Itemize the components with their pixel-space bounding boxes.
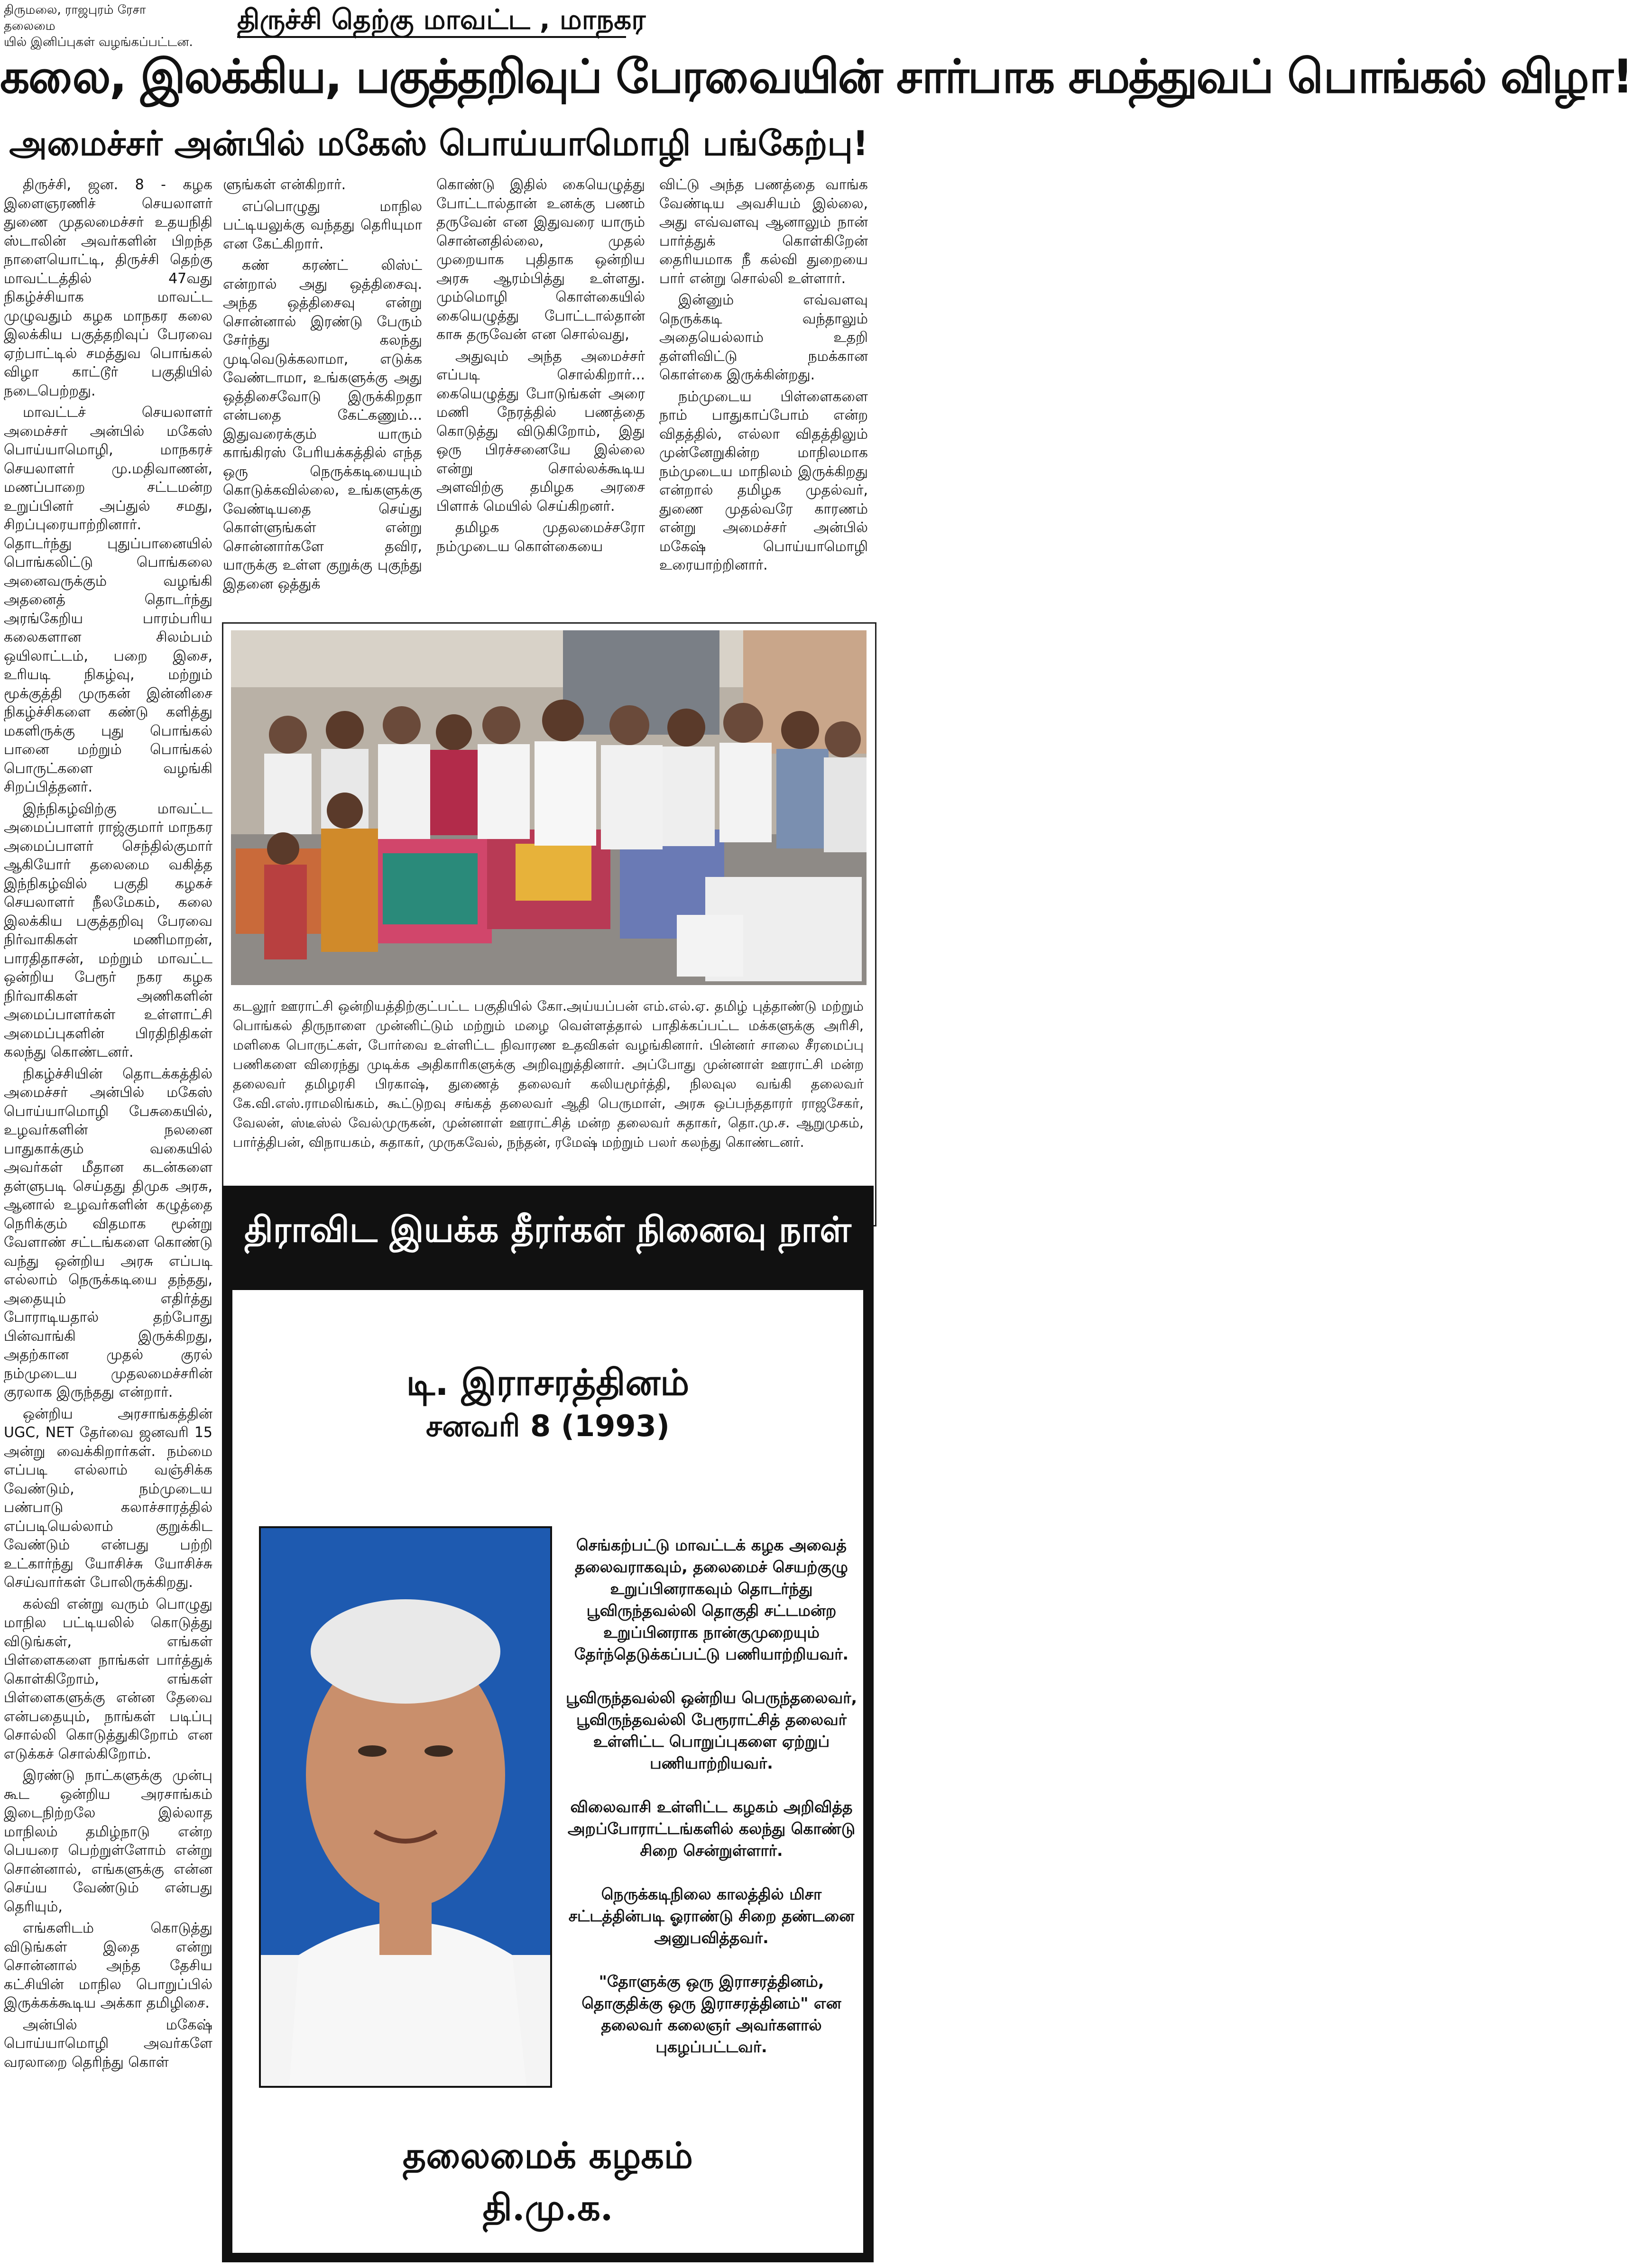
portrait-rajarathinam-icon	[261, 1528, 550, 2086]
article-paragraph: திருச்சி, ஜன. 8 - கழக இளைஞரணிச் செயலாளர் துணை முதலமைச்சர் உதயநிதி ஸ்டாலின் அவர்களின் பிறந்த நாளையொட்டி, திருச்சி தெற்கு மாவட்டத்தில் 47வது நிகழ்ச்சியாக மாவட்ட முழுவதும் கழக மாநகர கலை இலக்கிய பகுத்தறிவுப் பேரவை ஏற்பாட்டில் சமத்துவ பொங்கல் விழா காட்டூர் பகுதியில் நடைபெற்றது.	[4, 176, 212, 399]
section-underline	[237, 36, 626, 38]
subheadline: அமைச்சர் அன்பில் மகேஸ் பொய்யாமொழி பங்கேற்பு!	[9, 123, 868, 163]
article-paragraph: எப்பொழுது மாநில பட்டியலுக்கு வந்தது தெரியுமா என கேட்கிறார்.	[223, 198, 422, 252]
memorial-inner	[232, 1290, 863, 2253]
photo-caption: கடலூர் ஊராட்சி ஒன்றியத்திற்குட்பட்ட பகுதியில் கோ.அய்யப்பன் எம்.எல்.ஏ. தமிழ் புத்தாண்டு மற்றும் பொங்கல் திருநாளை முன்னிட்டும் மற்றும் மழை வெள்ளத்தால் பாதிக்கப்பட்ட மக்களுக்கு அரிசி, மளிகை பொருட்கள், போர்வை உள்ளிட்ட நிவாரண உதவிகள் வழங்கினார். பின்னர் சாலை சீரமைப்பு பணிகளை விரைந்து முடிக்க அதிகாரிகளுக்கு அறிவுறுத்தினார். அப்போது முன்னாள் ஊராட்சி மன்ற தலைவர் தமிழரசி பிரகாஷ், துணைத் தலைவர் கலியமூர்த்தி, நிலவுல வங்கி தலைவர் கே.வி.எஸ்.ராமலிங்கம், கூட்டுறவு சங்கத் தலைவர் ஆதி பெருமாள், அரசு ஒப்பந்ததாரர் ராஜசேகர், வேலன், ஸ்டீஸ்ல் வேல்முருகன், முன்னாள் ஊராட்சித் மன்ற தலைவர் சுதாகர், தொ.மு.ச. ஆறுமுகம், பார்த்திபன், விநாயகம், சுதாகர், முருகவேல், நந்தன், ரமேஷ் மற்றும் பலர் கலந்து கொண்டனர்.	[233, 998, 864, 1150]
bio-paragraph: விலைவாசி உள்ளிட்ட கழகம் அறிவித்த அறப்போராட்டங்களில் கலந்து கொண்டு சிறை சென்றுள்ளார்.	[567, 1798, 856, 1860]
top-strip	[0, 0, 877, 49]
memorial-footer-line1: தலைமைக் கழகம்	[402, 2134, 693, 2176]
article-paragraph: அதுவும் அந்த அமைச்சர் எப்படி சொல்கிறார்... கையெழுத்து போடுங்கள் அரை மணி நேரத்தில் பணத்தை கொடுத்து விடுகிறோம், இது ஒரு பிரச்சனையே இல்லை என்று சொல்லக்கூடிய அளவிற்கு தமிழக அரசை பிளாக் மெயில் செய்கிறனர்.	[436, 348, 645, 515]
article-paragraph: கல்வி என்று வரும் பொழுது மாநில பட்டியலில் கொடுத்து விடுங்கள், எங்கள் பிள்ளைகளை நாங்கள் பார்த்துக் கொள்கிறோம், எங்கள் பிள்ளைகளுக்கு என்ன தேவை என்பதையும், நாங்கள் படிப்பு சொல்லி கொடுத்துகிறோம் என எடுக்கச் சொல்கிறோம்.	[4, 1595, 212, 1762]
article-column-4	[659, 175, 868, 578]
article-paragraph: தமிழக முதலமைச்சரோ நம்முடைய கொள்கையை	[436, 519, 645, 555]
article-paragraph: இந்நிகழ்விற்கு மாவட்ட அமைப்பாளர் ராஜ்குமார் மாநகர அமைப்பாளர் செந்தில்குமார் ஆகியோர் தலைமை வகித்த இந்நிகழ்வில் பகுதி கழகச் செயலாளர் நீலமேகம், கலை இலக்கிய பகுத்தறிவு பேரவை நிர்வாகிகள் மணிமாறன், பாரதிதாசன், மற்றும் மாவட்ட ஒன்றிய பேரூர் நகர கழக நிர்வாகிகள் அணிகளின் அமைப்பாளர்கள் உள்ளாட்சி அமைப்புகளின் பிரதிநிதிகள் கலந்து கொண்டனர்.	[4, 800, 212, 1060]
memorial-name: டி. இராசரத்தினம்	[406, 1361, 690, 1403]
article-paragraph: நம்முடைய பிள்ளைகளை நாம் பாதுகாப்போம் என்ற விதத்தில், எல்லா விதத்திலும் முன்னேறுகின்ற மாநிலமாக நம்முடைய மாநிலம் இருக்கிறது என்றால் தமிழக முதல்வர், துணை முதல்வரே காரணம் என்று அமைச்சர் அன்பில் மகேஷ் பொய்யாமொழி உரையாற்றினார்.	[659, 388, 868, 573]
bio-paragraph: நெருக்கடிநிலை காலத்தில் மிசா சட்டத்தின்படி ஓராண்டு சிறை தண்டனை அனுபவித்தவர்.	[568, 1885, 855, 1947]
memorial-bio	[564, 1534, 858, 2080]
memorial-date: சனவரி 8 (1993)	[426, 1409, 670, 1443]
photo-pongal-relief-distribution-icon	[231, 630, 867, 985]
article-column-3	[436, 175, 645, 559]
article-column-1	[4, 175, 212, 2074]
article-paragraph: கண் கரண்ட் லிஸ்ட் என்றால் அது ஒத்திசைவு. அந்த ஒத்திசைவு என்று சொன்னால் இரண்டு பேரும் சேர்ந்து கலந்து முடிவெடுக்கலாமா, எடுக்க வேண்டாமா, உங்களுக்கு அது ஒத்திசைவோடு இருக்கிறதா என்பதை கேட்கணும்... இதுவரைக்கும் யாரும் காங்கிரஸ் பேரியக்கத்தில் எந்த ஒரு நெருக்கடியையும் கொடுக்கவில்லை, உங்களுக்கு வேண்டியதை செய்து கொள்ளுங்கள் என்று சொன்னார்களே தவிர, யாருக்கு உள்ள குறுக்கு புகுந்து இதனை ஒத்துக்	[223, 257, 422, 592]
event-photo	[231, 630, 867, 985]
article-paragraph: நிகழ்ச்சியின் தொடக்கத்தில் அமைச்சர் அன்பில் மகேஸ் பொய்யாமொழி பேசுகையில், உழவர்களின் நலனை பாதுகாக்கும் வகையில் அவர்கள் மீதான கடன்களை தள்ளுபடி செய்தது திமுக அரசு, ஆனால் உழவர்களின் கழுத்தை நெரிக்கும் விதமாக மூன்று வேளாண் சட்டங்களை கொண்டு வந்து ஒன்றிய அரசு எப்படி எல்லாம் நெருக்கடியை தந்தது, அதையும் எதிர்த்து போராடியதால் தற்போது பின்வாங்கி இருக்கிறது, அதற்கான முதல் குரல் நம்முடைய முதலமைச்சரின் குரலாக இருந்தது என்றார்.	[4, 1065, 212, 1401]
section-label-wrap	[237, 3, 664, 36]
memorial-title: திராவிட இயக்க தீரர்கள் நினைவு நாள்	[244, 1209, 851, 1250]
top-left-note: திருமலை, ராஜபுரம் ரேசா தலைமை யில் இனிப்புகள் வழங்கப்பட்டன.	[4, 3, 193, 49]
article-paragraph: விட்டு அந்த பணத்தை வாங்க வேண்டிய அவசியம் இல்லை, அது எவ்வளவு ஆனாலும் நான் பார்த்துக் கொள்கிறேன் தைரியமாக நீ கல்வி துறையை பார் என்று சொல்லி உள்ளார்.	[659, 176, 868, 287]
article-paragraph: எங்களிடம் கொடுத்து விடுங்கள் இதை என்று சொன்னால் அந்த தேசிய கட்சியின் மாநில பொறுப்பில் இருக்கக்கூடிய அக்கா தமிழிசை.	[4, 1920, 212, 2011]
article-paragraph: இன்னும் எவ்வளவு நெருக்கடி வந்தாலும் அதையெல்லாம் உதறி தள்ளிவிட்டு நமக்கான கொள்கை இருக்கின்றது.	[659, 292, 868, 383]
memorial-panel	[222, 1186, 874, 2262]
article-column-2	[223, 175, 422, 596]
article-paragraph: மாவட்டச் செயலாளர் அமைச்சர் அன்பில் மகேஸ் பொய்யாமொழி, மாநகரச் செயலாளர் மு.மதிவாணன், மணப்பாறை சட்டமன்ற உறுப்பினர் அப்துல் சமது, சிறப்புரையாற்றினார். தொடர்ந்து புதுப்பானையில் பொங்கலிட்டு பொங்கலை அனைவருக்கும் வழங்கி அதனைத் தொடர்ந்து அரங்கேறிய பாரம்பரிய கலைகளான சிலம்பம் ஒயிலாட்டம், பறை இசை, உரியடி நிகழ்வு, மற்றும் மூக்குத்தி முருகன் இன்னிசை நிகழ்ச்சிகளை கண்டு களித்து மகளிருக்கு புது பொங்கல் பானை மற்றும் பொங்கல் பொருட்களை வழங்கி சிறப்பித்தனர்.	[4, 404, 212, 795]
article-paragraph: ளுங்கள் என்கிறார்.	[223, 176, 346, 193]
bio-paragraph: பூவிருந்தவல்லி ஒன்றிய பெருந்தலைவர், பூவிருந்தவல்லி பேரூராட்சித் தலைவர் உள்ளிட்ட பொறுப்புகளை ஏற்றுப் பணியாற்றியவர்.	[565, 1688, 857, 1772]
memorial-footer-line2: தி.மு.க.	[482, 2186, 613, 2229]
article-paragraph: ஒன்றிய அரசாங்கத்தின் UGC, NET தேர்வை ஜனவரி 15 அன்று வைக்கிறார்கள். நம்மை எப்படி எல்லாம் வஞ்சிக்க வேண்டும், நம்முடைய பண்பாடு கலாச்சாரத்தில் எப்படியெல்லாம் குறுக்கிட வேண்டும் என்பது பற்றி உட்கார்ந்து யோசிச்சு யோசிச்சு செய்வார்கள் போலிருக்கிறது.	[4, 1405, 212, 1591]
bio-paragraph: செங்கற்பட்டு மாவட்டக் கழக அவைத் தலைவராகவும், தலைமைச் செயற்குழு உறுப்பினராகவும் தொடர்ந்து பூவிருந்தவல்லி தொகுதி சட்டமன்ற உறுப்பினராக நான்குமுறையும் தேர்ந்தெடுக்கப்பட்டு பணியாற்றியவர்.	[574, 1536, 849, 1663]
portrait-photo	[259, 1526, 552, 2088]
article-paragraph: அன்பில் மகேஷ் பொய்யாமொழி அவர்களே வரலாறை தெரிந்து கொள்	[4, 2016, 212, 2071]
article-paragraph: இரண்டு நாட்களுக்கு முன்பு கூட ஒன்றிய அரசாங்கம் இடைநிற்றலே இல்லாத மாநிலம் தமிழ்நாடு என்ற பெயரை பெற்றுள்ளோம் என்று சொன்னால், எங்களுக்கு என்ன செய்ய வேண்டும் என்பது தெரியும்,	[4, 1767, 212, 1915]
article-paragraph: கொண்டு இதில் கையெழுத்து போட்டால்தான் உனக்கு பணம் தருவேன் என இதுவரை யாரும் சொன்னதில்லை, முதல் முறையாக புதிதாக ஒன்றிய அரசு ஆரம்பித்து உள்ளது. மும்மொழி கொள்கையில் கையெழுத்து போட்டால்தான் காசு தருவேன் என சொல்வது,	[436, 176, 645, 343]
headline: கலை, இலக்கிய, பகுத்தறிவுப் பேரவையின் சார்பாக சமத்துவப் பொங்கல் விழா!	[0, 50, 1632, 104]
section-label: திருச்சி தெற்கு மாவட்ட , மாநகர	[237, 3, 646, 36]
bio-paragraph: "தோளுக்கு ஒரு இராசரத்தினம், தொகுதிக்கு ஒரு இராசரத்தினம்" என தலைவர் கலைஞர் அவர்களால் புகழப்பட்டவர்.	[581, 1972, 841, 2056]
photo-box	[222, 622, 876, 1226]
